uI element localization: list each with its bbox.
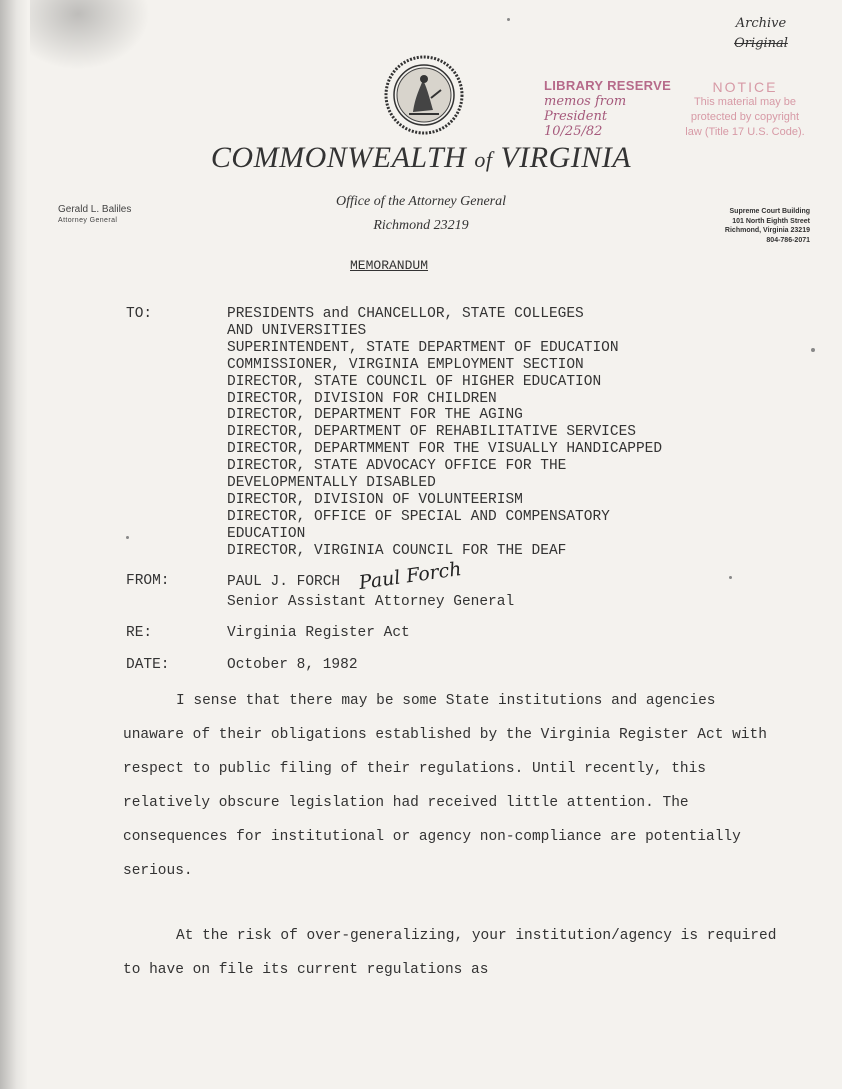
recipient-line: PRESIDENTS and CHANCELLOR, STATE COLLEGES <box>227 306 584 322</box>
address-line-3: Richmond, Virginia 23219 <box>724 227 810 234</box>
library-note-line-2: President <box>544 109 608 124</box>
recipient-line: DEVELOPMENTALLY DISABLED <box>227 475 436 492</box>
address-line-2: 101 North Eighth Street <box>732 217 810 225</box>
attorney-general-block <box>58 204 131 224</box>
letterhead-title <box>0 141 842 175</box>
handwritten-signature: Paul Forch <box>357 557 463 595</box>
attorney-general-title: Attorney General <box>58 217 118 224</box>
recipient-line: AND UNIVERSITIES <box>227 322 367 339</box>
office-city: Richmond 23219 <box>373 218 469 233</box>
office-address <box>725 207 810 245</box>
notice-line-1: This material may be <box>693 96 797 108</box>
recipient-line: DIRECTOR, OFFICE OF SPECIAL AND COMPENSATORY <box>227 508 610 525</box>
from-name: PAUL J. FORCH <box>227 574 341 590</box>
library-reserve-title: LIBRARY RESERVE <box>544 78 672 93</box>
from-title: Senior Assistant Attorney General <box>227 594 515 610</box>
recipient-line: DIRECTOR, DEPARTMMENT FOR THE VISUALLY HANDICAPPED <box>227 441 663 458</box>
date-label: DATE: <box>126 657 170 673</box>
scan-speck <box>507 18 510 21</box>
notice-line-2: protected by copyright <box>690 111 800 123</box>
body-paragraph-1 <box>123 684 783 888</box>
scan-speck <box>126 536 129 539</box>
recipient-line: EDUCATION <box>227 525 306 542</box>
library-note-line-3: 10/25/82 <box>544 124 603 139</box>
recipient-line: DIRECTOR, STATE COUNCIL OF HIGHER EDUCATION <box>227 373 602 390</box>
library-reserve-stamp <box>544 78 684 138</box>
body-paragraph-2 <box>123 919 783 987</box>
recipient-line: DIRECTOR, DIVISION OF VOLUNTEERISM <box>227 491 523 508</box>
recipient-line: SUPERINTENDENT, STATE DEPARTMENT OF EDUCATION <box>227 339 619 356</box>
letterhead-title-of: of <box>474 147 493 172</box>
from-label: FROM: <box>126 573 170 589</box>
re-label: RE: <box>126 625 153 641</box>
recipient-line: DIRECTOR, DIVISION FOR CHILDREN <box>227 390 497 407</box>
corner-note-line-1: Archive <box>735 16 787 31</box>
recipient-line: DIRECTOR, DEPARTMENT OF REHABILITATIVE SERVICES <box>227 424 636 441</box>
letterhead-title-suffix: VIRGINIA <box>492 141 632 174</box>
recipient-line: DIRECTOR, STATE ADVOCACY OFFICE FOR THE <box>227 458 567 475</box>
recipient-line: DIRECTOR, VIRGINIA COUNCIL FOR THE DEAF <box>227 542 567 559</box>
recipient-line: DIRECTOR, DEPARTMENT FOR THE AGING <box>227 407 523 424</box>
address-line-4: 804-786-2071 <box>766 236 810 244</box>
virginia-seal-icon <box>383 54 465 136</box>
re-value: Virginia Register Act <box>227 625 410 641</box>
date-value: October 8, 1982 <box>227 657 358 673</box>
recipient-line: COMMISSIONER, VIRGINIA EMPLOYMENT SECTION <box>227 356 584 373</box>
corner-handwritten-note <box>716 14 806 54</box>
address-line-1: Supreme Court Building <box>729 208 810 215</box>
notice-line-3: law (Title 17 U.S. Code). <box>685 126 805 138</box>
to-label: TO: <box>126 306 153 322</box>
letterhead-title-prefix: COMMONWEALTH <box>210 141 475 174</box>
notice-title: NOTICE <box>712 79 778 95</box>
scan-speck <box>729 576 732 579</box>
attorney-general-name: Gerald L. Baliles <box>58 204 132 215</box>
corner-note-line-2: Original <box>734 36 788 51</box>
recipient-list <box>227 306 662 560</box>
paragraph-text: I sense that there may be some State institutions and agencies unaware of their obligations established by the Virginia Register Act with respect to public filing of their regulations. Until recently, this relatively obscure legislation had received little attention. The consequences for institutional or agency non-compliance are potentially serious. <box>123 693 767 879</box>
copyright-notice-stamp <box>670 80 820 140</box>
paragraph-text: At the risk of over-generalizing, your institution/agency is required to have on file its current regulations as <box>123 928 777 978</box>
from-block <box>227 557 515 614</box>
scan-smudge <box>30 0 150 70</box>
office-name: Office of the Attorney General <box>335 194 507 209</box>
library-note-line-1: memos from <box>544 94 627 109</box>
memo-heading: MEMORANDUM <box>350 258 429 273</box>
scan-speck <box>811 348 815 352</box>
